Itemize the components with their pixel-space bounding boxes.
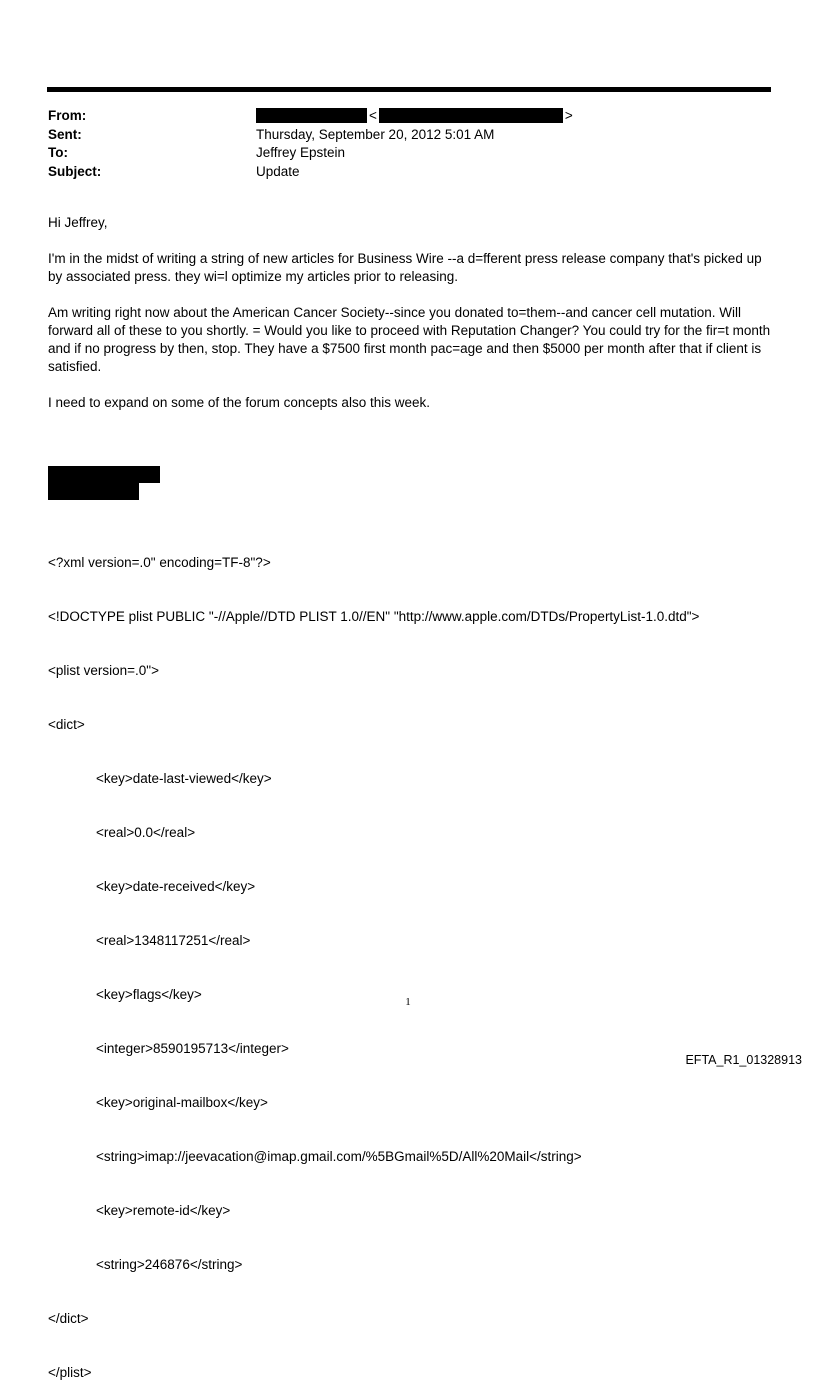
to-value: Jeffrey Epstein: [256, 145, 346, 160]
plist-entry: <key>date-received</key>: [96, 879, 256, 894]
plist-doctype: <!DOCTYPE plist PUBLIC "-//Apple//DTD PLIST 1.0//EN" "http://www.apple.com/DTDs/PropertyList-1.0.dtd">: [48, 609, 700, 624]
plist-entry: <key>flags</key>: [96, 987, 202, 1002]
plist-xml-declaration: <?xml version=.0" encoding=TF-8"?>: [48, 555, 271, 570]
plist-entry: <string>imap://jeevacation@imap.gmail.com/%5BGmail%5D/All%20Mail</string>: [96, 1149, 582, 1164]
plist-entry: <string>246876</string>: [96, 1257, 243, 1272]
redacted-sender-name: [256, 108, 367, 123]
plist-entry: <key>date-last-viewed</key>: [96, 771, 272, 786]
from-open-bracket: <: [369, 108, 377, 123]
from-close-bracket: >: [564, 108, 573, 123]
email-body: [48, 214, 773, 430]
to-label: To:: [48, 145, 68, 160]
plist-entry: <key>original-mailbox</key>: [96, 1095, 268, 1110]
redacted-signature-line-2: [48, 483, 139, 500]
redacted-sender-email: [379, 108, 563, 123]
plist-dict-close: </dict>: [48, 1311, 89, 1326]
plist-dict-open: <dict>: [48, 717, 85, 732]
from-value: [256, 107, 575, 126]
from-label: From:: [48, 108, 87, 123]
header-rule: [47, 87, 771, 92]
body-paragraph-1: I'm in the midst of writing a string of new articles for Business Wire --a d=fferent press release company that's picked up by associated press. they wi=l optimize my articles prior to releasing.: [48, 251, 762, 284]
plist-entry: <real>1348117251</real>: [96, 933, 251, 948]
subject-value: Update: [256, 163, 300, 179]
bates-number: EFTA_R1_01328913: [685, 1053, 802, 1067]
subject-label: Subject:: [48, 163, 102, 179]
redacted-signature-line-1: [48, 466, 160, 483]
plist-entry: <real>0.0</real>: [96, 825, 196, 840]
plist-open-tag: <plist version=.0">: [48, 663, 159, 678]
sent-value: Thursday, September 20, 2012 5:01 AM: [256, 126, 495, 142]
plist-entry: <key>remote-id</key>: [96, 1203, 231, 1218]
sent-label: Sent:: [48, 126, 82, 142]
greeting: Hi Jeffrey,: [48, 215, 108, 230]
plist-block: [48, 518, 699, 1400]
plist-entry: <integer>8590195713</integer>: [96, 1041, 289, 1056]
body-paragraph-3: I need to expand on some of the forum concepts also this week.: [48, 395, 430, 410]
page-number: 1: [405, 996, 411, 1008]
body-paragraph-2: Am writing right now about the American Cancer Society--since you donated to=them--and cancer cell mutation. Will forward all of these to you shortly. = Would you like to proceed with Reputation Changer? You could try for the fir=t month and if no progress by then, stop. They have a $7500 first month pac=age and then $5000 per month after that if client is satisfied.: [48, 305, 771, 374]
plist-close-tag: </plist>: [48, 1365, 92, 1380]
